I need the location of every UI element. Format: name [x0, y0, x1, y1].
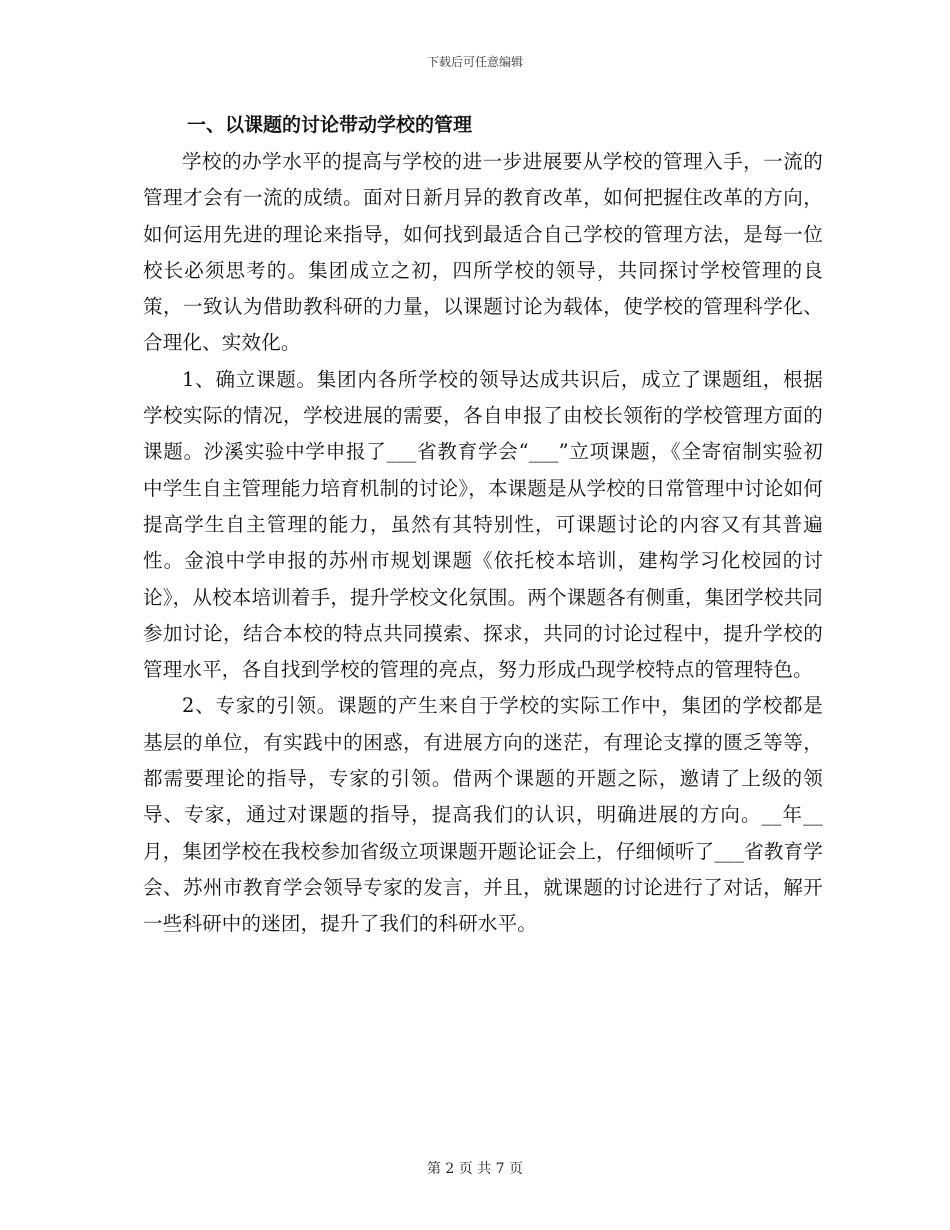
page-footer: 第 2 页 共 7 页	[426, 1161, 524, 1177]
document-body	[143, 108, 823, 943]
paragraph-expert-guidance: 2、专家的引领。课题的产生来自于学校的实际工作中，集团的学校都是基层的单位，有实践中的困惑，有进展方向的迷茫，有理论支撑的匮乏等等，都需要理论的指导，专家的引领。借两个课题的开题之际，邀请了上级的领导、专家，通过对课题的指导，提高我们的认识，明确进展的方向。__年__月，集团学校在我校参加省级立项课题开题论证会上，仔细倾听了___省教育学会、苏州市教育学会领导专家的发言，并且，就课题的讨论进行了对话，解开一些科研中的迷团，提升了我们的科研水平。	[143, 694, 823, 936]
section-heading: 一、以课题的讨论带动学校的管理	[187, 114, 473, 136]
paragraph-intro: 学校的办学水平的提高与学校的进一步进展要从学校的管理入手，一流的管理才会有一流的成绩。面对日新月异的教育改革，如何把握住改革的方向，如何运用先进的理论来指导，如何找到最适合自己学校的管理方法，是每一位校长必须思考的。集团成立之初，四所学校的领导，共同探讨学校管理的良策，一致认为借助教科研的力量，以课题讨论为载体，使学校的管理科学化、合理化、实效化。	[143, 150, 823, 355]
paragraph-establish-topic: 1、确立课题。集团内各所学校的领导达成共识后，成立了课题组，根据学校实际的情况，学校进展的需要，各自申报了由校长领衔的学校管理方面的课题。沙溪实验中学申报了___省教育学会“___”立项课题，《全寄宿制实验初中学生自主管理能力培育机制的讨论》，本课题是从学校的日常管理中讨论如何提高学生自主管理的能力，虽然有其特别性，可课题讨论的内容又有其普遍性。金浪中学申报的苏州市规划课题《依托校本培训，建构学习化校园的讨论》，从校本培训着手，提升学校文化氛围。两个课题各有侧重，集团学校共同参加讨论，结合本校的特点共同摸索、探求，共同的讨论过程中，提升学校的管理水平，各自找到学校的管理的亮点，努力形成凸现学校特点的管理特色。	[143, 367, 823, 682]
page-header: 下载后可任意编辑	[426, 55, 523, 69]
